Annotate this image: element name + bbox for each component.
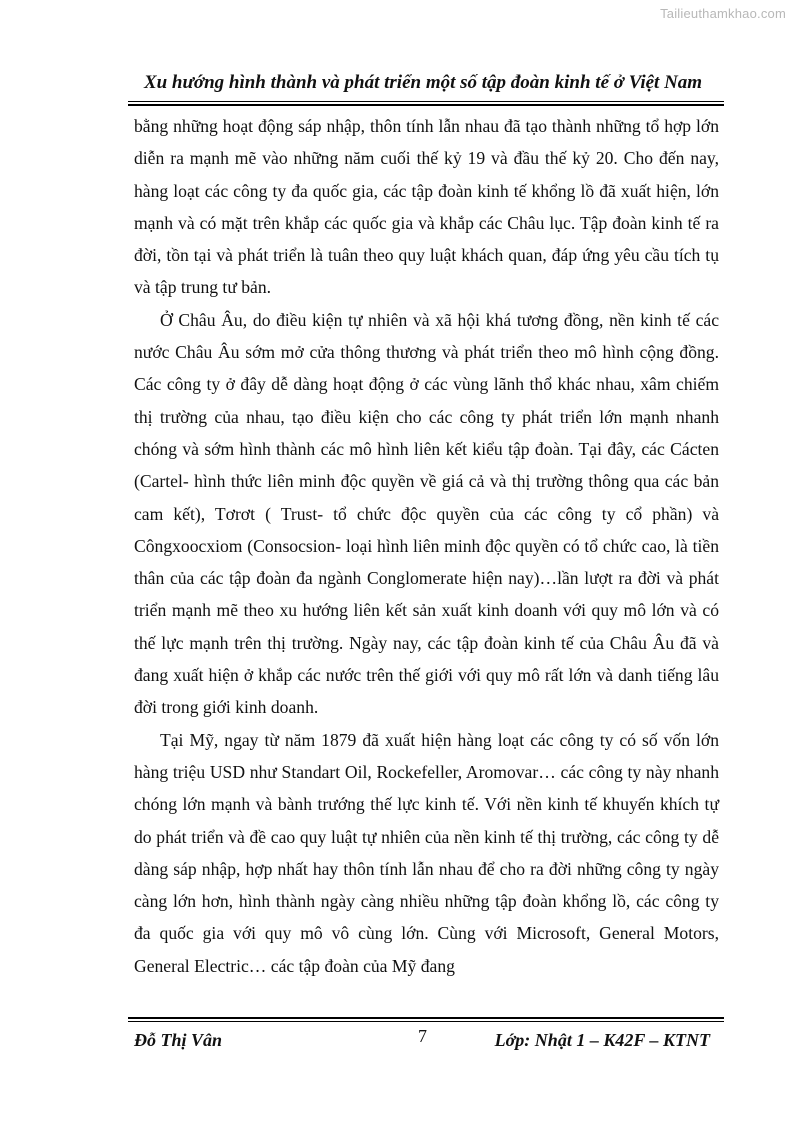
paragraph-continued: bằng những hoạt động sáp nhập, thôn tính lẫn nhau đã tạo thành những tổ hợp lớn diễn ra mạnh mẽ vào những năm cuối thế kỷ 19 và đầu thế kỷ 20. Cho đến nay, hàng loạt các công ty đa quốc gia, các tập đoàn kinh tế khổng lồ đã xuất hiện, lớn mạnh và có mặt trên khắp các quốc gia và khắp các Châu lục. Tập đoàn kinh tế ra đời, tồn tại và phát triển là tuân theo quy luật khách quan, đáp ứng yêu cầu tích tụ và tập trung tư bản. [134,116,719,298]
watermark-text: Tailieuthamkhao.com [660,6,786,21]
footer-divider-thick [128,1017,724,1019]
document-body [134,110,719,982]
page-header-title: Xu hướng hình thành và phát triển một số tập đoàn kinh tế ở Việt Nam [143,72,703,93]
footer-author: Đỗ Thị Vân [134,1030,223,1050]
footer-divider [128,1021,724,1022]
paragraph-usa: Tại Mỹ, ngay từ năm 1879 đã xuất hiện hàng loạt các công ty có số vốn lớn hàng triệu USD như Standart Oil, Rockefeller, Aromovar… các công ty này nhanh chóng lớn mạnh và bành trướng thế lực kinh tế. Với nền kinh tế khuyến khích tự do phát triển và đề cao quy luật tự nhiên của nền kinh tế thị trường, các công ty dễ dàng sáp nhập, hợp nhất hay thôn tính lẫn nhau để cho ra đời những công ty ngày càng lớn hơn, hình thành ngày càng nhiều những tập đoàn khổng lồ, các công ty đa quốc gia với quy mô vô cùng lớn. Cùng với Microsoft, General Motors, General Electric… các tập đoàn của Mỹ đang [134,729,719,976]
footer-page-number: 7 [418,1026,427,1046]
header-divider-thick [128,104,724,106]
header-divider [128,101,724,102]
paragraph-europe: Ở Châu Âu, do điều kiện tự nhiên và xã hội khá tương đồng, nền kinh tế các nước Châu Âu sớm mở cửa thông thương và phát triển theo mô hình cộng đồng. Các công ty ở đây dễ dàng hoạt động ở các vùng lãnh thổ khác nhau, xâm chiếm thị trường của nhau, tạo điều kiện cho các công ty phát triển lớn mạnh nhanh chóng và sớm hình thành các mô hình liên kết kiểu tập đoàn. Tại đây, các Cácten (Cartel- hình thức liên minh độc quyền về giá cả và thị trường thông qua các bản cam kết), Tơrơt ( Trust- tổ chức độc quyền của các công ty cổ phần) và Côngxoocxiom (Consocsion- loại hình liên minh độc quyền có tổ chức cao, là tiền thân của các tập đoàn đa ngành Conglomerate hiện nay)…lần lượt ra đời và phát triển mạnh mẽ theo xu hướng liên kết sản xuất kinh doanh với quy mô lớn và có thế lực mạnh trên thị trường. Ngày nay, các tập đoàn kinh tế của Châu Âu đã và đang xuất hiện ở khắp các nước trên thế giới với quy mô rất lớn và danh tiếng lâu đời trong giới kinh doanh. [134,309,719,718]
footer-class-info: Lớp: Nhật 1 – K42F – KTNT [494,1030,710,1050]
